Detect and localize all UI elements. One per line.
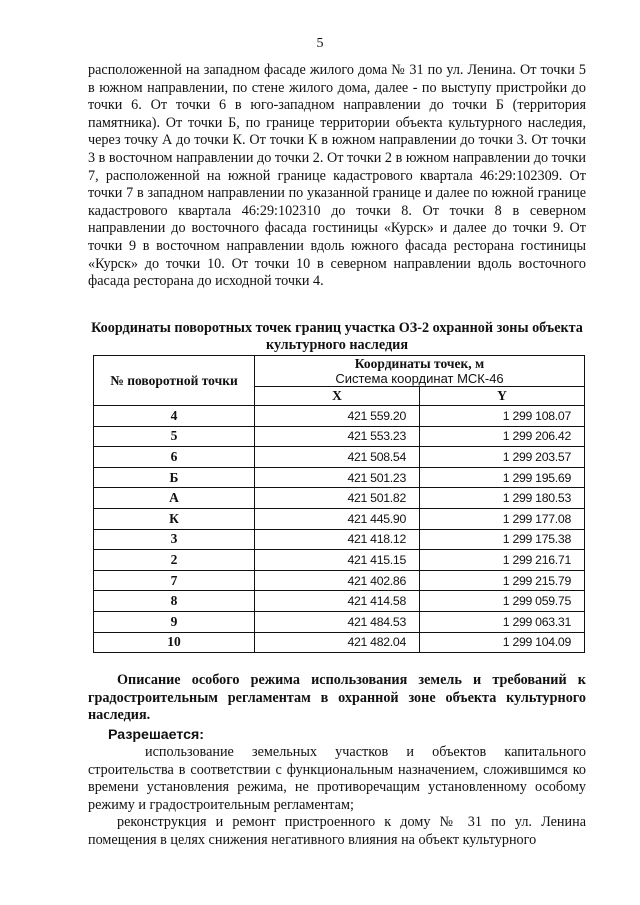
point-id: А xyxy=(94,488,255,509)
table-title: Координаты поворотных точек границ участка ОЗ-2 охранной зоны объекта культурного наследия xyxy=(91,320,583,353)
table-row xyxy=(94,611,585,632)
point-id: 10 xyxy=(94,632,255,653)
coord-x: 421 501.23 xyxy=(255,467,420,488)
coord-x: 421 402.86 xyxy=(255,570,420,591)
header-y: Y xyxy=(420,387,585,406)
header-coordinates-title: Координаты точек, м xyxy=(354,356,485,371)
header-x: X xyxy=(255,387,420,406)
coord-y: 1 299 059.75 xyxy=(420,591,585,612)
section-title-text: Описание особого режима использования земель и требований к градостроительным регламентам в охранной зоне объекта культурного наследия. xyxy=(88,672,586,724)
coord-x: 421 501.82 xyxy=(255,488,420,509)
coord-y: 1 299 206.42 xyxy=(420,426,585,447)
coord-y: 1 299 203.57 xyxy=(420,447,585,468)
coord-y: 1 299 215.79 xyxy=(420,570,585,591)
intro-text xyxy=(88,62,586,291)
allowed-item: использование земельных участков и объектов капитального строительства в соответствии с функциональным назначением, сложившимся ко времени установления режима, не противоречащим установленному особому режиму и градостроительным регламентам; xyxy=(88,744,586,813)
page-number: 5 xyxy=(316,36,324,51)
coord-x: 421 508.54 xyxy=(255,447,420,468)
point-id: К xyxy=(94,508,255,529)
coord-y: 1 299 216.71 xyxy=(420,550,585,571)
table-row xyxy=(94,426,585,447)
coord-y: 1 299 195.69 xyxy=(420,467,585,488)
coord-x: 421 482.04 xyxy=(255,632,420,653)
coord-y: 1 299 104.09 xyxy=(420,632,585,653)
section-title xyxy=(88,672,586,725)
table-row xyxy=(94,591,585,612)
point-id: 3 xyxy=(94,529,255,550)
coord-y: 1 299 180.53 xyxy=(420,488,585,509)
table-row xyxy=(94,508,585,529)
point-id: 9 xyxy=(94,611,255,632)
table-row xyxy=(94,529,585,550)
table-row xyxy=(94,488,585,509)
allowed-list xyxy=(88,744,586,850)
coord-x: 421 415.15 xyxy=(255,550,420,571)
point-id: 5 xyxy=(94,426,255,447)
coord-y: 1 299 063.31 xyxy=(420,611,585,632)
table-row xyxy=(94,550,585,571)
point-id: 8 xyxy=(94,591,255,612)
allowed-item: реконструкция и ремонт пристроенного к дому № 31 по ул. Ленина помещения в целях снижения негативного влияния на объект культурного xyxy=(88,814,586,848)
coord-x: 421 559.20 xyxy=(255,406,420,427)
table-row xyxy=(94,570,585,591)
coord-y: 1 299 108.07 xyxy=(420,406,585,427)
table-row xyxy=(94,632,585,653)
table-row xyxy=(94,447,585,468)
header-point-number: № поворотной точки xyxy=(94,356,255,406)
coord-y: 1 299 175.38 xyxy=(420,529,585,550)
point-id: Б xyxy=(94,467,255,488)
table-row xyxy=(94,467,585,488)
header-coordinate-system: Система координат МСК-46 xyxy=(335,371,504,386)
point-id: 2 xyxy=(94,550,255,571)
allowed-label: Разрешается: xyxy=(108,727,205,743)
header-coordinates xyxy=(255,356,585,387)
coord-x: 421 418.12 xyxy=(255,529,420,550)
point-id: 6 xyxy=(94,447,255,468)
point-id: 4 xyxy=(94,406,255,427)
coord-x: 421 414.58 xyxy=(255,591,420,612)
table-header-row xyxy=(94,356,585,387)
coord-y: 1 299 177.08 xyxy=(420,508,585,529)
coord-x: 421 553.23 xyxy=(255,426,420,447)
coord-x: 421 484.53 xyxy=(255,611,420,632)
point-id: 7 xyxy=(94,570,255,591)
table-row xyxy=(94,406,585,427)
intro-paragraph: расположенной на западном фасаде жилого дома № 31 по ул. Ленина. От точки 5 в южном направлении, по стене жилого дома, далее - по выступу пристройки до точки 6. От точки 6 в юго-западном направлении до точки Б (территория памятника). От точки Б, по границе территории объекта культурного наследия, через точку А до точки К. От точки К в южном направлении до точки 3. От точки 3 в восточном направлении до точки 2. От точки 2 в южном направлении до точки 7, расположенной на южной границе кадастрового квартала 46:29:102309. От точки 7 в западном направлении по указанной границе и далее по южной границе кадастрового квартала 46:29:102310 до точки 8. От точки 8 в северном направлении до восточного фасада гостиницы «Курск» и далее до точки 9. От точки 9 в восточном направлении вдоль южного фасада ресторана гостиницы «Курск» до точки 10. От точки 10 в северном направлении вдоль восточного фасада ресторана до исходной точки 4. xyxy=(88,62,586,290)
coordinates-table xyxy=(93,355,585,653)
coord-x: 421 445.90 xyxy=(255,508,420,529)
